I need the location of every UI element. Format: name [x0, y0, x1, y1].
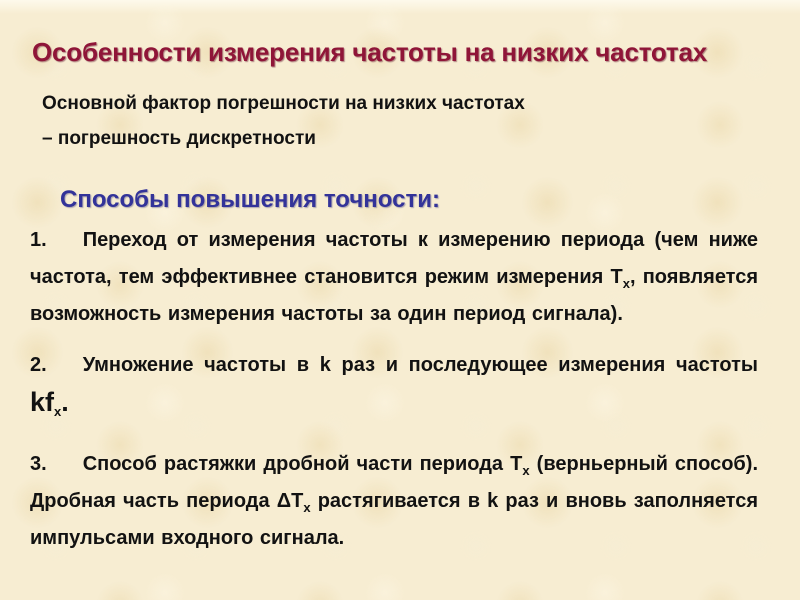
slide-title: Особенности измерения частоты на низких частотах	[32, 37, 707, 67]
list-item-1: 1. Переход от измерения частоты к измерению периода (чем ниже частота, тем эффективнее становится режим измерения $T_x$, появляется возможность измерения частоты за один период сигнала).	[30, 229, 759, 325]
item-number: 3.	[30, 453, 47, 475]
item-number: 1.	[30, 229, 47, 251]
intro-line-1: Основной фактор погрешности на низких частотах	[42, 93, 525, 114]
list-item-3: 3. Способ растяжки дробной части периода $T_x$ (верньерный способ). Дробная часть периода $\Delta T_x$ растягивается в k раз и вновь заполняется импульсами входного сигнала.	[30, 453, 759, 549]
section-subtitle: Способы повышения точности:	[60, 186, 440, 213]
intro-text	[42, 86, 525, 156]
list-item-2: 2. Умножение частоты в k раз и последующее измерения частоты $kf_x$.	[30, 354, 758, 419]
intro-line-2: – погрешность дискретности	[42, 128, 316, 149]
numbered-list	[30, 222, 758, 571]
item-number: 2.	[30, 354, 47, 376]
